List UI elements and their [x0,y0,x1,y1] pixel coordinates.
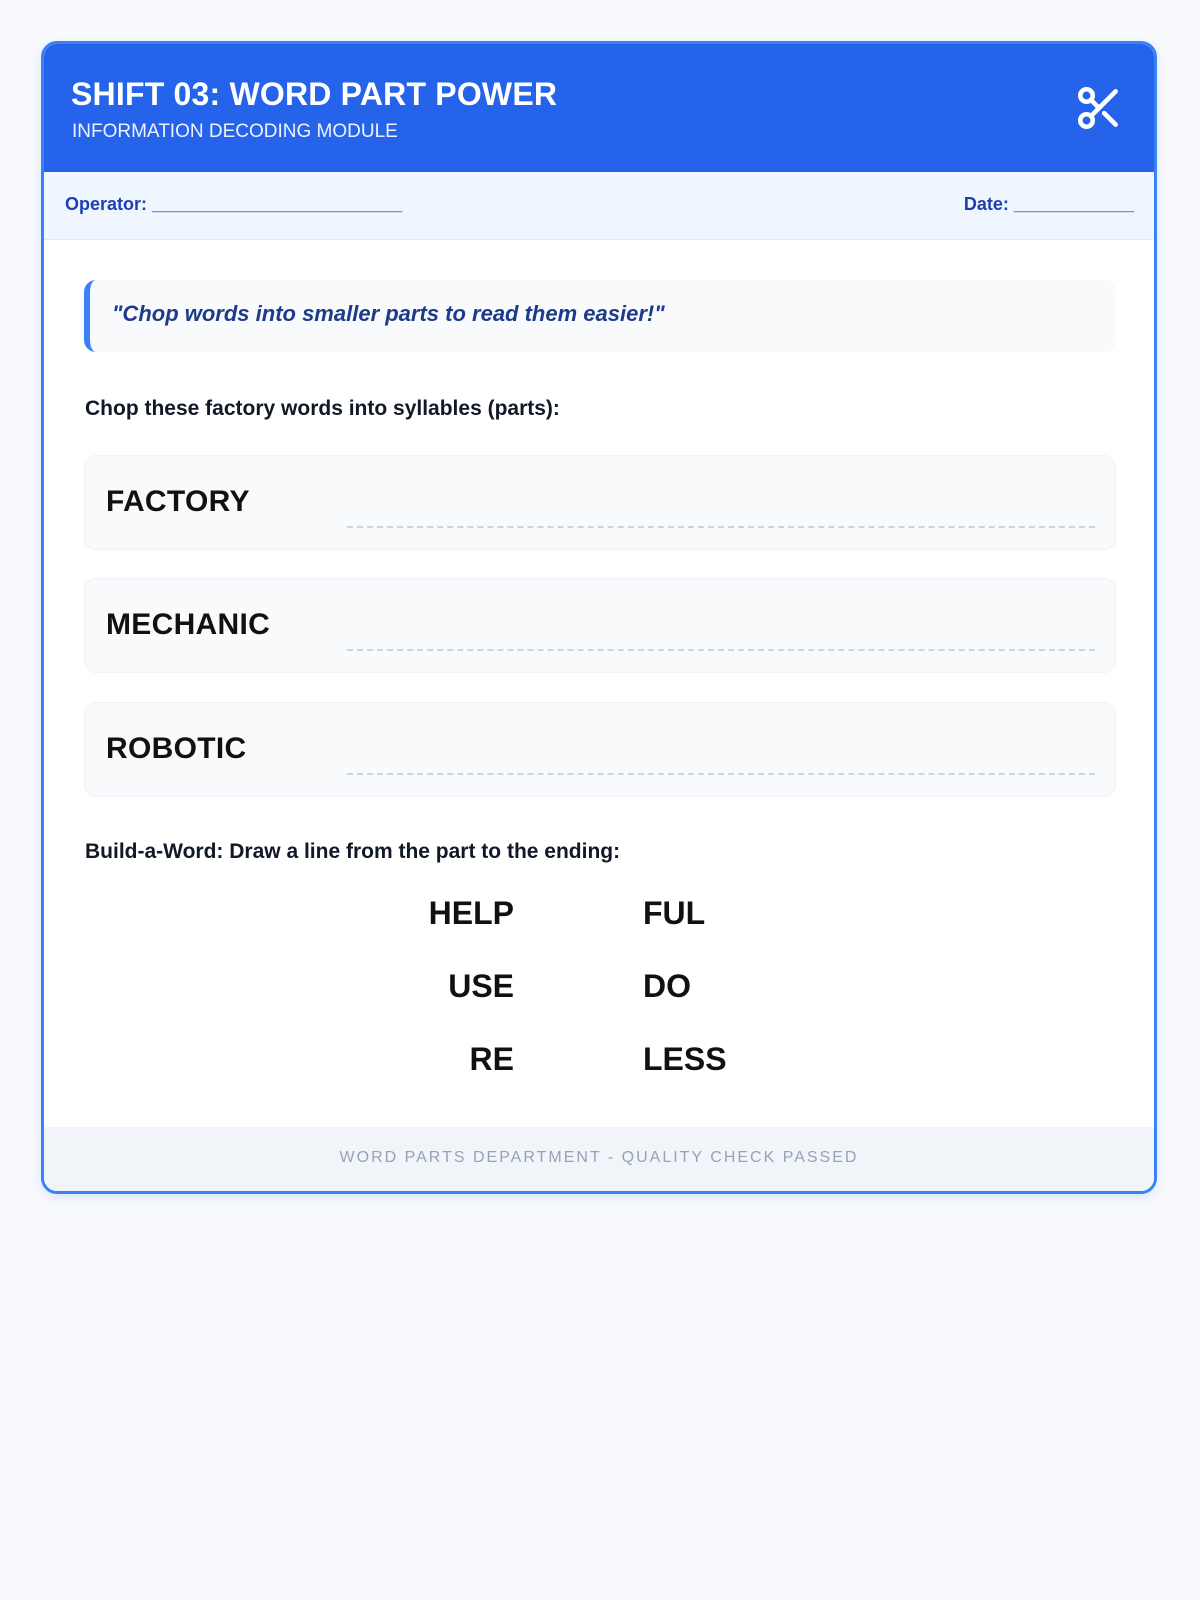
word-label: ROBOTIC [106,732,247,765]
page-title: SHIFT 03: WORD PART POWER [71,76,558,112]
date-field: Date: ____________ [963,194,1134,214]
word-part[interactable]: HELP [428,895,514,931]
meta-bar [44,172,1154,240]
word-ending[interactable]: DO [643,968,691,1004]
word-box [84,455,1116,550]
answer-line[interactable] [347,773,1095,775]
operator-field: Operator: _________________________ [65,194,403,214]
worksheet-card [41,41,1157,1194]
word-part[interactable]: RE [469,1041,514,1077]
word-endings-column [643,894,727,1113]
word-box [84,702,1116,797]
word-ending[interactable]: FUL [643,895,706,931]
word-ending[interactable]: LESS [643,1041,727,1077]
word-part[interactable]: USE [448,968,514,1004]
scissors-icon [1074,83,1124,133]
tip-quote: "Chop words into smaller parts to read them easier!" [84,280,1116,352]
build-instruction: Build-a-Word: Draw a line from the part to the ending: [85,840,621,863]
answer-line[interactable] [347,526,1095,528]
word-label: MECHANIC [106,608,271,641]
word-label: FACTORY [106,485,250,518]
answer-line[interactable] [347,649,1095,651]
header-banner [44,44,1154,172]
footer-note: WORD PARTS DEPARTMENT - QUALITY CHECK PASSED [44,1127,1154,1191]
chop-instruction: Chop these factory words into syllables (parts): [85,397,560,420]
word-parts-column [429,894,514,1113]
page-subtitle: INFORMATION DECODING MODULE [72,121,398,142]
word-box [84,578,1116,673]
